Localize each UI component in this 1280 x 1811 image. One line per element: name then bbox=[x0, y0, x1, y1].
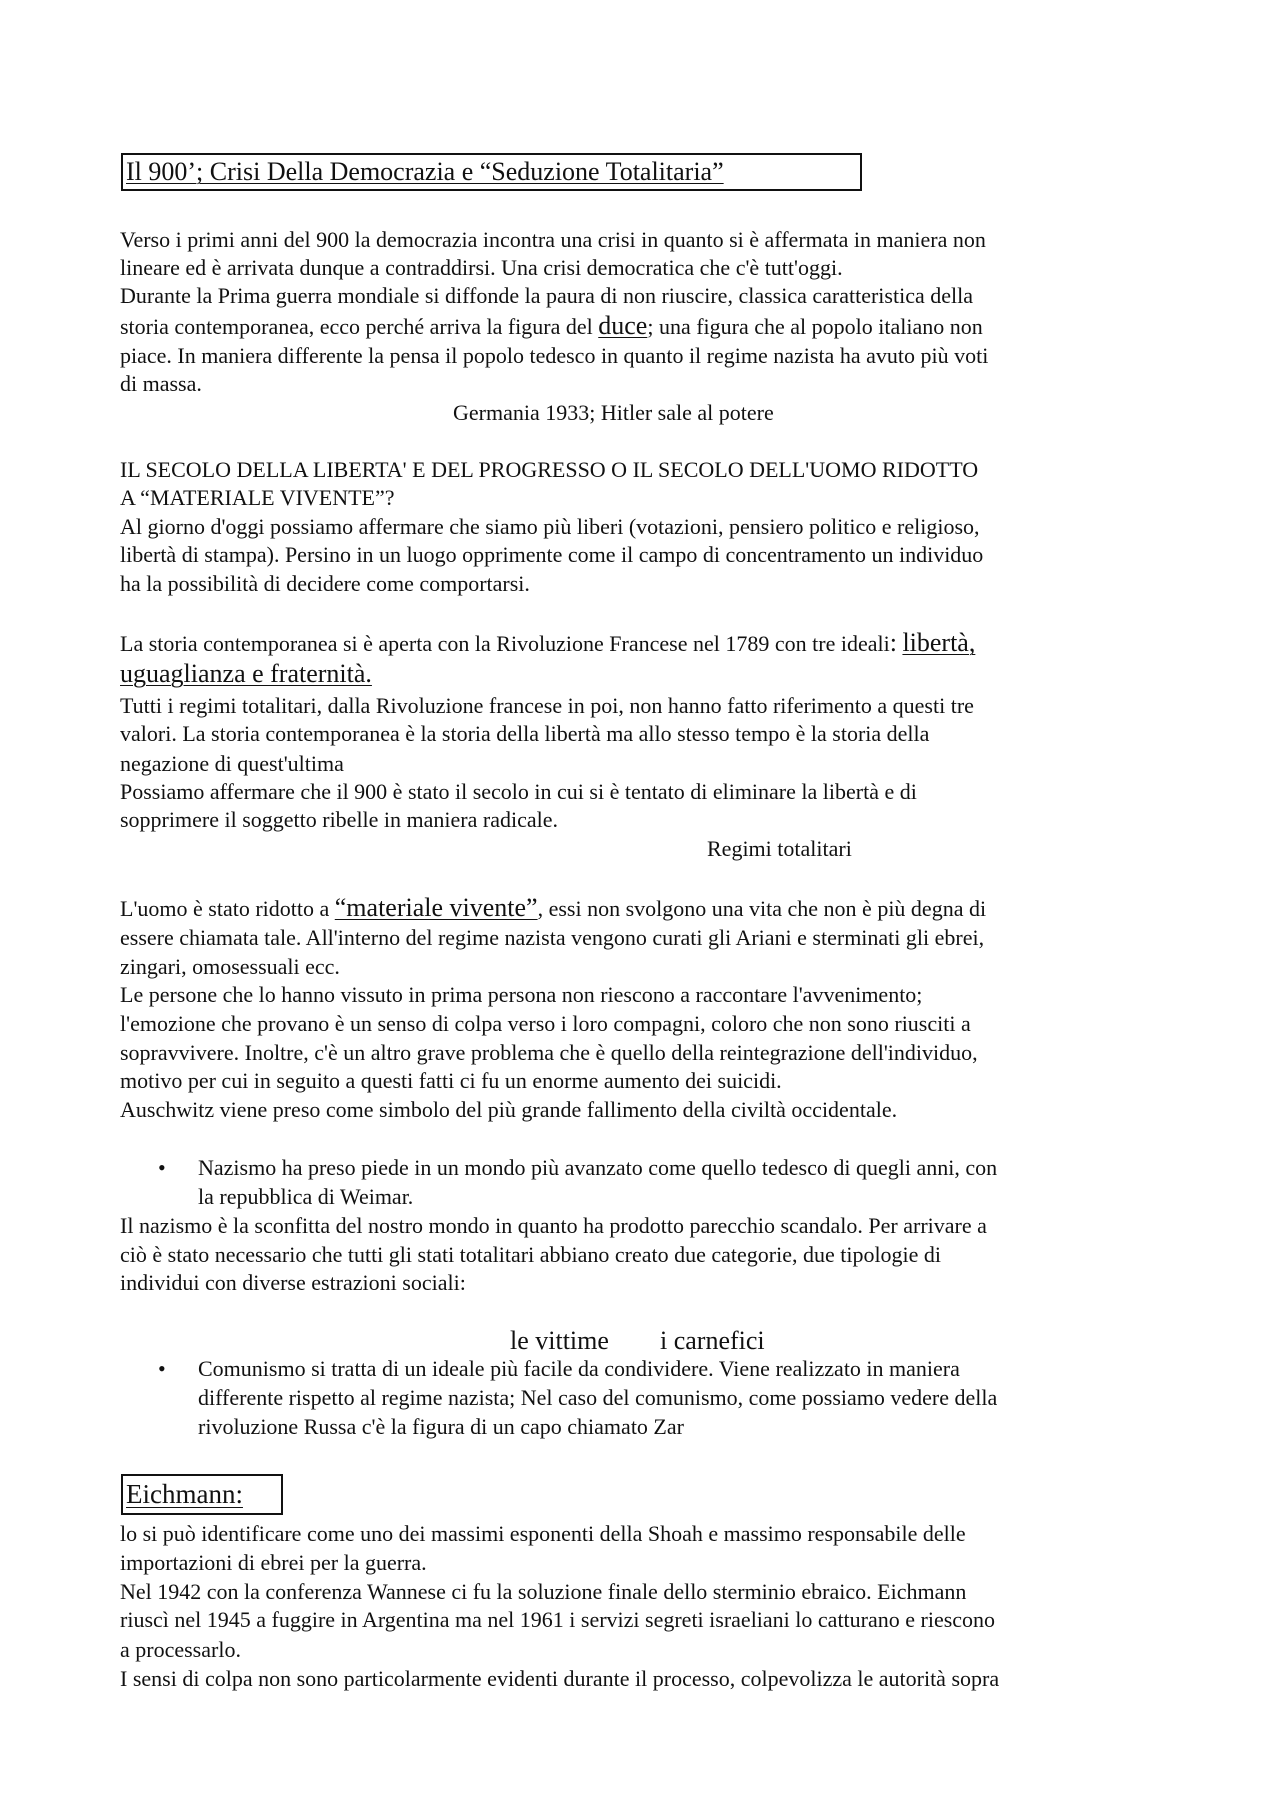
category-executioners: i carnefici bbox=[660, 1326, 765, 1355]
paragraph-line: importazioni di ebrei per la guerra. bbox=[120, 1550, 427, 1575]
paragraph-line: sopprimere il soggetto ribelle in maniera radicale. bbox=[120, 807, 559, 832]
paragraph-line: riuscì nel 1945 a fuggire in Argentina ma nel 1961 i servizi segreti israeliani lo catturano e riescono bbox=[120, 1607, 996, 1632]
paragraph-line: Al giorno d'oggi possiamo affermare che siamo più liberi (votazioni, pensiero politico e religioso, bbox=[120, 514, 980, 539]
paragraph-line: Tutti i regimi totalitari, dalla Rivoluzione francese in poi, non hanno fatto riferimento a questi tre bbox=[120, 693, 974, 718]
section-heading-line: IL SECOLO DELLA LIBERTA' E DEL PROGRESSO O IL SECOLO DELL'UOMO RIDOTTO bbox=[120, 457, 979, 482]
paragraph-line: ciò è stato necessario che tutti gli stati totalitari abbiano creato due categorie, due tipologie di bbox=[120, 1242, 942, 1267]
paragraph-line: Il nazismo è la sconfitta del nostro mondo in quanto ha prodotto parecchio scandalo. Per arrivare a bbox=[120, 1213, 987, 1238]
centered-caption: Germania 1933; Hitler sale al potere bbox=[453, 400, 774, 425]
text-segment: storia contemporanea, ecco perché arriva la figura del bbox=[120, 314, 599, 339]
paragraph-line: Durante la Prima guerra mondiale si diffonde la paura di non riuscire, classica caratteristica della bbox=[120, 283, 973, 308]
paragraph-line: di massa. bbox=[120, 371, 202, 396]
underlined-term-materiale-vivente: “materiale vivente” bbox=[334, 893, 538, 922]
underlined-term-duce: duce bbox=[598, 311, 648, 340]
bullet-line: rivoluzione Russa c'è la figura di un capo chiamato Zar bbox=[198, 1414, 684, 1439]
text-segment: La storia contemporanea si è aperta con la Rivoluzione Francese nel 1789 con tre ideali bbox=[120, 631, 890, 656]
paragraph-line bbox=[120, 312, 983, 341]
paragraph-line: individui con diverse estrazioni sociali: bbox=[120, 1270, 466, 1295]
paragraph-line: l'emozione che provano è un senso di colpa verso i loro compagni, coloro che non sono riusciti a bbox=[120, 1011, 971, 1036]
paragraph-line: sopravvivere. Inoltre, c'è un altro grave problema che è quello della reintegrazione dell'individuo, bbox=[120, 1040, 978, 1065]
bullet-line: la repubblica di Weimar. bbox=[198, 1184, 414, 1209]
paragraph-line: libertà di stampa). Persino in un luogo opprimente come il campo di concentramento un individuo bbox=[120, 542, 984, 567]
paragraph-line bbox=[120, 894, 986, 923]
paragraph-line: zingari, omosessuali ecc. bbox=[120, 954, 340, 979]
paragraph-line: negazione di quest'ultima bbox=[120, 751, 344, 776]
bullet-marker: • bbox=[158, 1155, 166, 1180]
paragraph-line: Auschwitz viene preso come simbolo del più grande fallimento della civiltà occidentale. bbox=[120, 1097, 898, 1122]
paragraph-line: lo si può identificare come uno dei massimi esponenti della Shoah e massimo responsabile delle bbox=[120, 1521, 966, 1546]
document-title: Il 900’; Crisi Della Democrazia e “Seduzione Totalitaria” bbox=[126, 157, 724, 186]
bullet-line: Nazismo ha preso piede in un mondo più avanzato come quello tedesco di quegli anni, con bbox=[198, 1155, 998, 1180]
paragraph-line: essere chiamata tale. All'interno del regime nazista vengono curati gli Ariani e sterminati gli ebrei, bbox=[120, 925, 985, 950]
text-segment: , essi non svolgono una vita che non è più degna di bbox=[537, 896, 987, 921]
paragraph-line: piace. In maniera differente la pensa il popolo tedesco in quanto il regime nazista ha avuto più voti bbox=[120, 343, 989, 368]
eichmann-heading: Eichmann: bbox=[126, 1479, 243, 1509]
paragraph-line: Possiamo affermare che il 900 è stato il secolo in cui si è tentato di eliminare la libertà e di bbox=[120, 779, 917, 804]
bullet-line: differente rispetto al regime nazista; Nel caso del comunismo, come possiamo vedere della bbox=[198, 1385, 998, 1410]
paragraph-line bbox=[120, 629, 975, 658]
underlined-term-liberta: libertà, bbox=[902, 628, 976, 657]
paragraph-line: lineare ed è arrivata dunque a contraddirsi. Una crisi democratica che c'è tutt'oggi. bbox=[120, 255, 843, 280]
title-box bbox=[121, 153, 862, 191]
underlined-ideals-line: uguaglianza e fraternità. bbox=[120, 659, 372, 688]
text-segment: ; una figura che al popolo italiano non bbox=[647, 314, 983, 339]
paragraph-line: ha la possibilità di decidere come comportarsi. bbox=[120, 571, 530, 596]
section-heading-line: A “MATERIALE VIVENTE”? bbox=[120, 485, 395, 510]
paragraph-line: Le persone che lo hanno vissuto in prima persona non riescono a raccontare l'avvenimento; bbox=[120, 982, 923, 1007]
colon: : bbox=[889, 628, 897, 657]
category-victims: le vittime bbox=[510, 1326, 609, 1355]
eichmann-heading-box bbox=[121, 1474, 283, 1515]
paragraph-line: valori. La storia contemporanea è la storia della libertà ma allo stesso tempo è la storia della bbox=[120, 721, 930, 746]
centered-caption: Regimi totalitari bbox=[707, 836, 852, 861]
paragraph-line: a processarlo. bbox=[120, 1637, 241, 1662]
bullet-line: Comunismo si tratta di un ideale più facile da condividere. Viene realizzato in maniera bbox=[198, 1356, 960, 1381]
bullet-marker: • bbox=[158, 1356, 166, 1381]
paragraph-line: Verso i primi anni del 900 la democrazia incontra una crisi in quanto si è affermata in maniera non bbox=[120, 227, 986, 252]
paragraph-line: Nel 1942 con la conferenza Wannese ci fu la soluzione finale dello sterminio ebraico. Eichmann bbox=[120, 1579, 967, 1604]
paragraph-line: I sensi di colpa non sono particolarmente evidenti durante il processo, colpevolizza le autorità sopra bbox=[120, 1666, 1000, 1691]
text-segment: L'uomo è stato ridotto a bbox=[120, 896, 335, 921]
paragraph-line: motivo per cui in seguito a questi fatti ci fu un enorme aumento dei suicidi. bbox=[120, 1068, 782, 1093]
